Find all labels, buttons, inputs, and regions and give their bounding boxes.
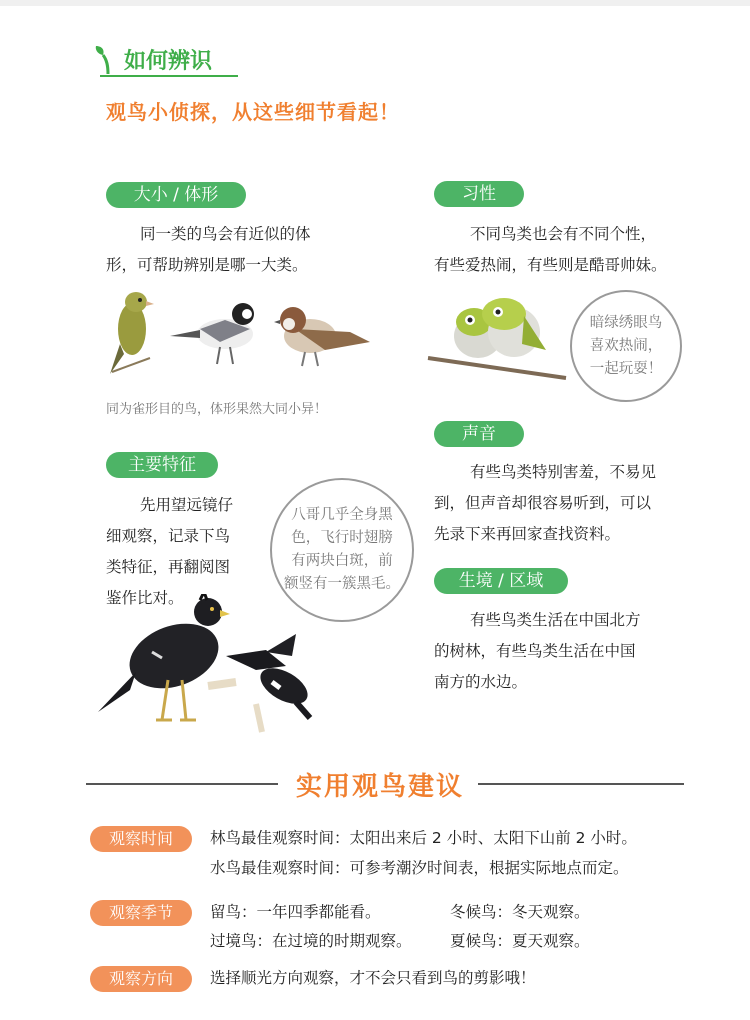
habit-text-line2: 有些爱热闹，有些则是酷哥帅妹。 xyxy=(434,256,667,274)
features-label: 主要特征 xyxy=(106,452,218,478)
season-label: 观察季节 xyxy=(90,900,192,926)
myna-illustration xyxy=(96,594,326,734)
time-label: 观察时间 xyxy=(90,826,192,852)
tips-rule-right xyxy=(478,783,684,785)
features-text-line: 先用望远镜仔 xyxy=(140,496,234,514)
habitat-text-line: 有些鸟类生活在中国北方 xyxy=(470,611,641,629)
sound-text-line: 到，但声音却很容易听到，可以 xyxy=(434,494,652,512)
white-eye-bubble xyxy=(570,290,682,402)
sprout-icon xyxy=(94,44,124,76)
time-line2: 水鸟最佳观察时间：可参考潮汐时间表，根据实际地点而定。 xyxy=(210,859,629,877)
season-summer: 夏候鸟：夏天观察。 xyxy=(450,932,590,950)
habit-label: 习性 xyxy=(434,181,524,207)
bubble-line: 喜欢热闹， xyxy=(589,337,663,354)
size-caption: 同为雀形目的鸟，体形果然大同小异！ xyxy=(106,402,328,417)
page-subtitle: 观鸟小侦探，从这些细节看起！ xyxy=(106,100,400,124)
habit-text-line1: 不同鸟类也会有不同个性， xyxy=(470,225,657,243)
size-text-line2: 形，可帮助辨别是哪一大类。 xyxy=(106,256,308,274)
sound-text-line: 有些鸟类特别害羞，不易见 xyxy=(470,463,657,481)
habitat-text-line: 的树林，有些鸟类生活在中国 xyxy=(434,642,636,660)
time-line1: 林鸟最佳观察时间：太阳出来后 2 小时、太阳下山前 2 小时。 xyxy=(210,829,637,847)
bubble-line: 有两块白斑，前 xyxy=(291,553,393,569)
habitat-text-line: 南方的水边。 xyxy=(434,673,528,691)
bubble-line: 暗绿绣眼鸟 xyxy=(589,314,663,331)
direction-line1: 选择顺光方向观察，才不会只看到鸟的剪影哦！ xyxy=(210,969,536,987)
bubble-line: 色，飞行时翅膀 xyxy=(291,530,393,546)
bubble-line: 一起玩耍！ xyxy=(589,360,663,377)
sparrow-birds-illustration xyxy=(100,284,380,384)
sound-label: 声音 xyxy=(434,421,524,447)
features-text-line: 细观察，记录下鸟 xyxy=(106,527,231,545)
size-text-line1: 同一类的鸟会有近似的体 xyxy=(140,225,311,243)
size-label: 大小 / 体形 xyxy=(106,182,246,208)
habitat-label: 生境 / 区域 xyxy=(434,568,568,594)
bubble-line: 八哥几乎全身黑 xyxy=(291,507,393,523)
sound-text-line: 先录下来再回家查找资料。 xyxy=(434,525,621,543)
features-text-line: 鉴作比对。 xyxy=(106,589,184,607)
bubble-line: 额竖有一簇黑毛。 xyxy=(284,576,400,592)
title-underline xyxy=(100,75,238,77)
season-resident: 留鸟：一年四季都能看。 xyxy=(210,903,381,921)
tips-rule-left xyxy=(86,783,278,785)
features-text-line: 类特征，再翻阅图 xyxy=(106,558,231,576)
tips-heading: 实用观鸟建议 xyxy=(296,772,465,802)
page-title: 如何辨识 xyxy=(124,49,213,74)
season-passage: 过境鸟：在过境的时期观察。 xyxy=(210,932,412,950)
white-eye-birds-illustration xyxy=(426,292,576,384)
season-winter: 冬候鸟：冬天观察。 xyxy=(450,903,590,921)
direction-label: 观察方向 xyxy=(90,966,192,992)
top-strip xyxy=(0,0,750,6)
